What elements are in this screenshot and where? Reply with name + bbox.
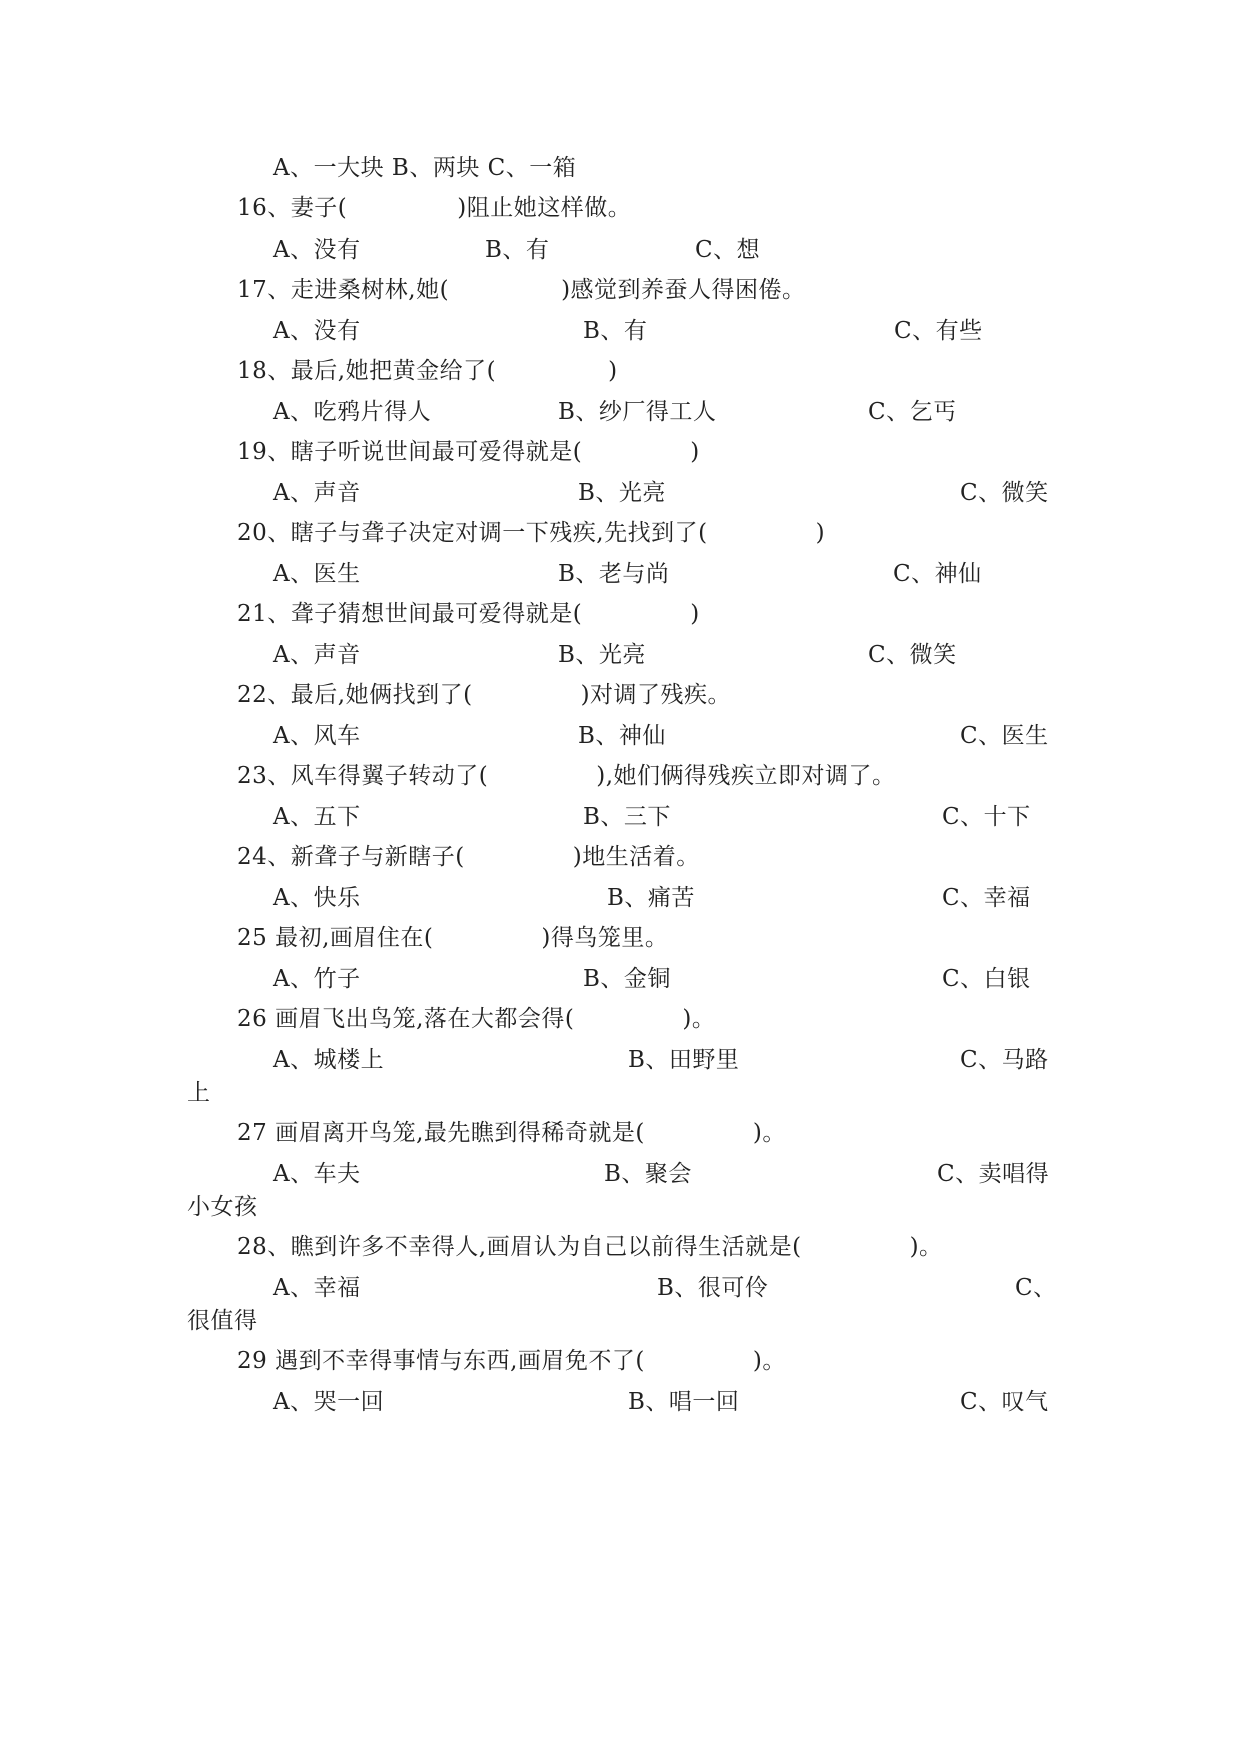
question-text-end: ): [815, 520, 826, 546]
option-b[interactable]: B、神仙: [578, 723, 666, 749]
option-c[interactable]: C、叹气: [960, 1389, 1049, 1415]
option-a[interactable]: A、没有: [273, 237, 361, 263]
option-b[interactable]: B、金铜: [583, 966, 671, 992]
question-text: 21、聋子猜想世间最可爱得就是(: [237, 601, 583, 627]
option-c[interactable]: C、想: [695, 237, 761, 263]
question-line: [237, 1227, 943, 1267]
options-line: [0, 554, 1241, 594]
question-line: [237, 1341, 786, 1381]
option-a[interactable]: A、一大块 B、两块 C、一箱: [273, 155, 577, 181]
question-text-end: ): [690, 439, 700, 465]
options-line: [0, 878, 1241, 918]
option-a[interactable]: A、竹子: [273, 966, 361, 992]
options-line: [0, 311, 1241, 351]
question-text: 29 遇到不幸得事情与东西,画眉免不了(: [237, 1348, 645, 1374]
option-b[interactable]: B、聚会: [604, 1161, 692, 1187]
question-text-end: ): [608, 358, 618, 384]
question-text-end: )。: [752, 1120, 786, 1146]
question-text-end: )。: [682, 1006, 716, 1032]
option-a[interactable]: A、医生: [273, 561, 361, 587]
option-b[interactable]: B、光亮: [558, 642, 646, 668]
options-line: [0, 959, 1241, 999]
question-line: [237, 270, 806, 310]
options-line: [0, 473, 1241, 513]
option-a[interactable]: A、车夫: [273, 1161, 361, 1187]
question-line: [237, 594, 700, 634]
question-text-end: )对调了残疾。: [580, 682, 732, 708]
option-c[interactable]: C、微笑: [960, 480, 1049, 506]
options-line: [0, 148, 1241, 188]
question-text: 23、风车得翼子转动了(: [237, 763, 489, 789]
option-c[interactable]: C、卖唱得: [937, 1161, 1050, 1187]
option-b[interactable]: B、有: [583, 318, 648, 344]
option-a[interactable]: A、声音: [273, 480, 361, 506]
option-a[interactable]: A、快乐: [273, 885, 361, 911]
option-c[interactable]: C、马路: [960, 1047, 1049, 1073]
question-line: [237, 351, 618, 391]
question-text-end: )感觉到养蚕人得困倦。: [561, 277, 806, 303]
question-text: 28、瞧到许多不幸得人,画眉认为自己以前得生活就是(: [237, 1234, 802, 1260]
option-a[interactable]: A、幸福: [273, 1275, 361, 1301]
question-line: [237, 999, 715, 1039]
question-line: [237, 837, 700, 877]
option-c[interactable]: C、有些: [894, 318, 983, 344]
wrapped-text-content: 小女孩: [187, 1194, 258, 1220]
question-text: 20、瞎子与聋子决定对调一下残疾,先找到了(: [237, 520, 708, 546]
option-a[interactable]: A、吃鸦片得人: [273, 399, 432, 425]
wrapped-text: [187, 1301, 258, 1341]
option-c[interactable]: C、十下: [942, 804, 1031, 830]
question-line: [237, 675, 731, 715]
question-line: [237, 756, 896, 796]
question-text: 22、最后,她俩找到了(: [237, 682, 473, 708]
question-text-end: ): [690, 601, 700, 627]
option-c[interactable]: C、微笑: [868, 642, 957, 668]
question-text-end: )得鸟笼里。: [541, 925, 669, 951]
wrapped-text: [187, 1073, 211, 1113]
question-text: 27 画眉离开鸟笼,最先瞧到得稀奇就是(: [237, 1120, 645, 1146]
option-c[interactable]: C、幸福: [942, 885, 1031, 911]
option-b[interactable]: B、唱一回: [628, 1389, 740, 1415]
option-a[interactable]: A、风车: [273, 723, 361, 749]
option-a[interactable]: A、城楼上: [273, 1047, 385, 1073]
question-text: 19、瞎子听说世间最可爱得就是(: [237, 439, 583, 465]
option-a[interactable]: A、没有: [273, 318, 361, 344]
option-a[interactable]: A、声音: [273, 642, 361, 668]
option-b[interactable]: B、纱厂得工人: [558, 399, 717, 425]
question-line: [237, 1113, 786, 1153]
question-text-end: ),她们俩得残疾立即对调了。: [596, 763, 896, 789]
wrapped-text: [187, 1187, 258, 1227]
option-a[interactable]: A、哭一回: [273, 1389, 385, 1415]
question-text: 26 画眉飞出鸟笼,落在大都会得(: [237, 1006, 575, 1032]
wrapped-text-content: 很值得: [187, 1308, 258, 1334]
options-line: [0, 1382, 1241, 1422]
option-c[interactable]: C、: [1015, 1275, 1057, 1301]
option-c[interactable]: C、乞丐: [868, 399, 957, 425]
option-b[interactable]: B、田野里: [628, 1047, 740, 1073]
option-b[interactable]: B、痛苦: [607, 885, 695, 911]
option-a[interactable]: A、五下: [273, 804, 361, 830]
option-b[interactable]: B、光亮: [578, 480, 666, 506]
option-b[interactable]: B、有: [485, 237, 550, 263]
option-c[interactable]: C、神仙: [893, 561, 982, 587]
options-line: [0, 716, 1241, 756]
question-text-end: )阻止她这样做。: [457, 195, 632, 221]
options-line: [0, 230, 1241, 270]
question-text-end: )。: [752, 1348, 786, 1374]
option-b[interactable]: B、很可伶: [657, 1275, 769, 1301]
question-text: 24、新聋子与新瞎子(: [237, 844, 465, 870]
question-text: 25 最初,画眉住在(: [237, 925, 434, 951]
options-line: [0, 392, 1241, 432]
question-text-end: )地生活着。: [572, 844, 700, 870]
option-c[interactable]: C、白银: [942, 966, 1031, 992]
question-text-end: )。: [909, 1234, 943, 1260]
option-b[interactable]: B、老与尚: [558, 561, 670, 587]
question-line: [237, 918, 668, 958]
question-text: 16、妻子(: [237, 195, 348, 221]
question-line: [237, 432, 700, 472]
question-line: [237, 188, 631, 228]
question-text: 17、走进桑树林,她(: [237, 277, 450, 303]
option-c[interactable]: C、医生: [960, 723, 1049, 749]
option-b[interactable]: B、三下: [583, 804, 671, 830]
question-text: 18、最后,她把黄金给了(: [237, 358, 497, 384]
wrapped-text-content: 上: [187, 1080, 211, 1106]
options-line: [0, 797, 1241, 837]
options-line: [0, 635, 1241, 675]
question-line: [237, 513, 825, 553]
